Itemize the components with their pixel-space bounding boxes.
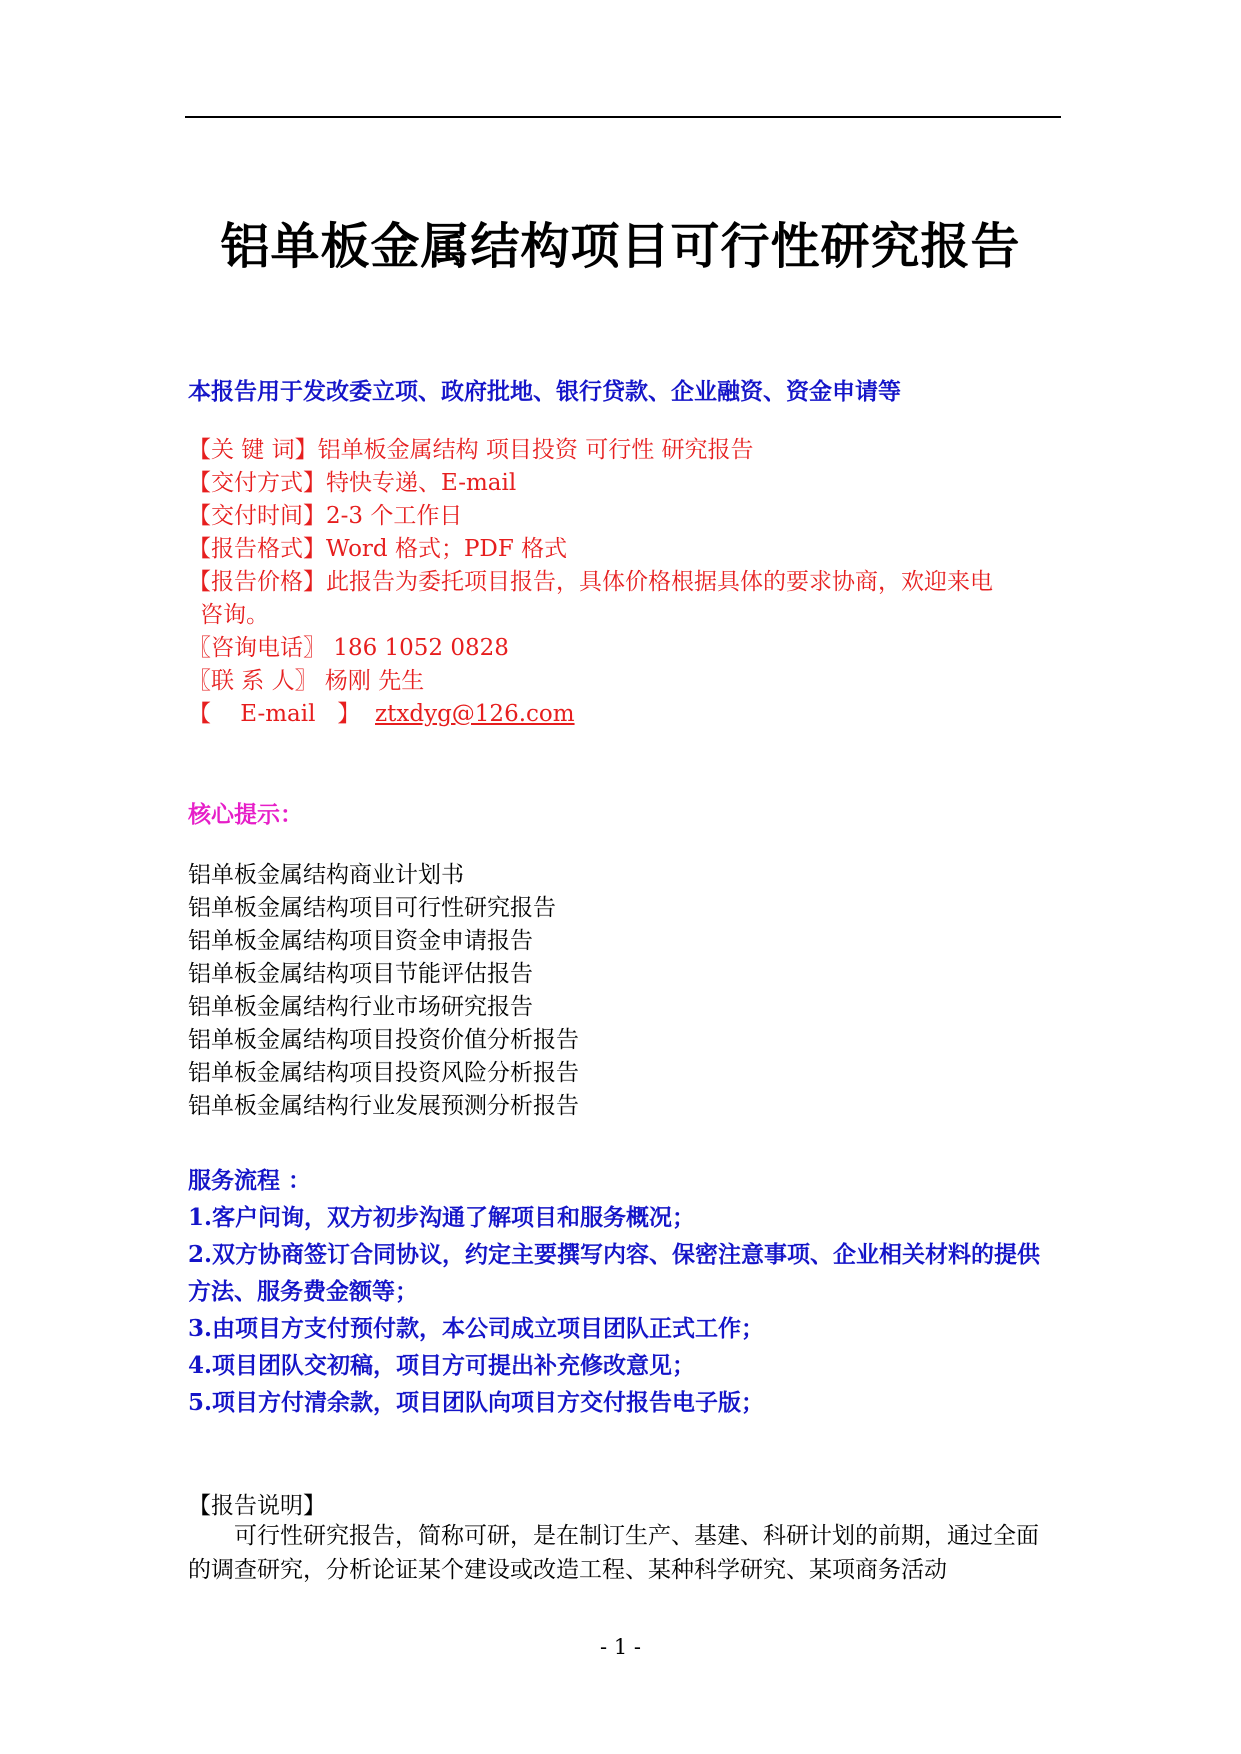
list-item: 铝单板金属结构行业市场研究报告: [188, 994, 533, 1020]
flow-step: 1.客户问询，双方初步沟通了解项目和服务概况；: [188, 1204, 696, 1231]
service-flow-title: 服务流程 ：: [188, 1167, 312, 1194]
document-title: 铝单板金属结构项目可行性研究报告: [220, 218, 1021, 275]
email-line: [188, 698, 993, 731]
contact-line: 〖联 系 人〗 杨刚 先生: [188, 668, 425, 694]
email-link[interactable]: ztxdyg@126.com: [375, 701, 575, 727]
service-flow: [188, 1162, 1058, 1421]
list-item: 铝单板金属结构项目可行性研究报告: [188, 895, 556, 921]
delivery-time-line: 【交付时间】2-3 个工作日: [188, 503, 463, 529]
core-tips-list: [188, 859, 579, 1123]
flow-step: 3.由项目方支付预付款，本公司成立项目团队正式工作；: [188, 1315, 765, 1342]
flow-step: 4.项目团队交初稿，项目方可提出补充修改意见；: [188, 1352, 696, 1379]
list-item: 铝单板金属结构项目投资风险分析报告: [188, 1060, 579, 1086]
core-tips-title: 核心提示：: [188, 801, 303, 828]
email-label: 【 E-mail 】: [188, 701, 376, 727]
flow-step: 2.双方协商签订合同协议，约定主要撰写内容、保密注意事项、企业相关材料的提供方法、服务费金额等；: [188, 1241, 1041, 1305]
list-item: 铝单板金属结构项目资金申请报告: [188, 928, 533, 954]
list-item: 铝单板金属结构项目投资价值分析报告: [188, 1027, 579, 1053]
keywords-line: 【关 键 词】铝单板金属结构 项目投资 可行性 研究报告: [188, 437, 754, 463]
delivery-method-line: 【交付方式】特快专递、E-mail: [188, 470, 517, 496]
report-description-text: 可行性研究报告，简称可研，是在制订生产、基建、科研计划的前期，通过全面的调查研究，分析论证某个建设或改造工程、某种科学研究、某项商务活动: [188, 1523, 1039, 1583]
list-item: 铝单板金属结构商业计划书: [188, 862, 464, 888]
list-item: 铝单板金属结构行业发展预测分析报告: [188, 1093, 579, 1119]
list-item: 铝单板金属结构项目节能评估报告: [188, 961, 533, 987]
report-price-line: 【报告价格】此报告为委托项目报告，具体价格根据具体的要求协商，欢迎来电: [188, 569, 993, 595]
page-number: - 1 -: [600, 1635, 641, 1659]
flow-step: 5.项目方付清余款，项目团队向项目方交付报告电子版；: [188, 1389, 765, 1416]
phone-line: 〖咨询电话〗 186 1052 0828: [188, 635, 509, 661]
report-description-heading: 【报告说明】: [188, 1493, 326, 1519]
report-info-block: [188, 434, 993, 731]
report-format-line: 【报告格式】Word 格式；PDF 格式: [188, 536, 568, 562]
report-price-line-cont: 咨询。: [200, 602, 269, 628]
report-purpose: 本报告用于发改委立项、政府批地、银行贷款、企业融资、资金申请等: [188, 378, 901, 405]
header-rule: [185, 116, 1061, 118]
